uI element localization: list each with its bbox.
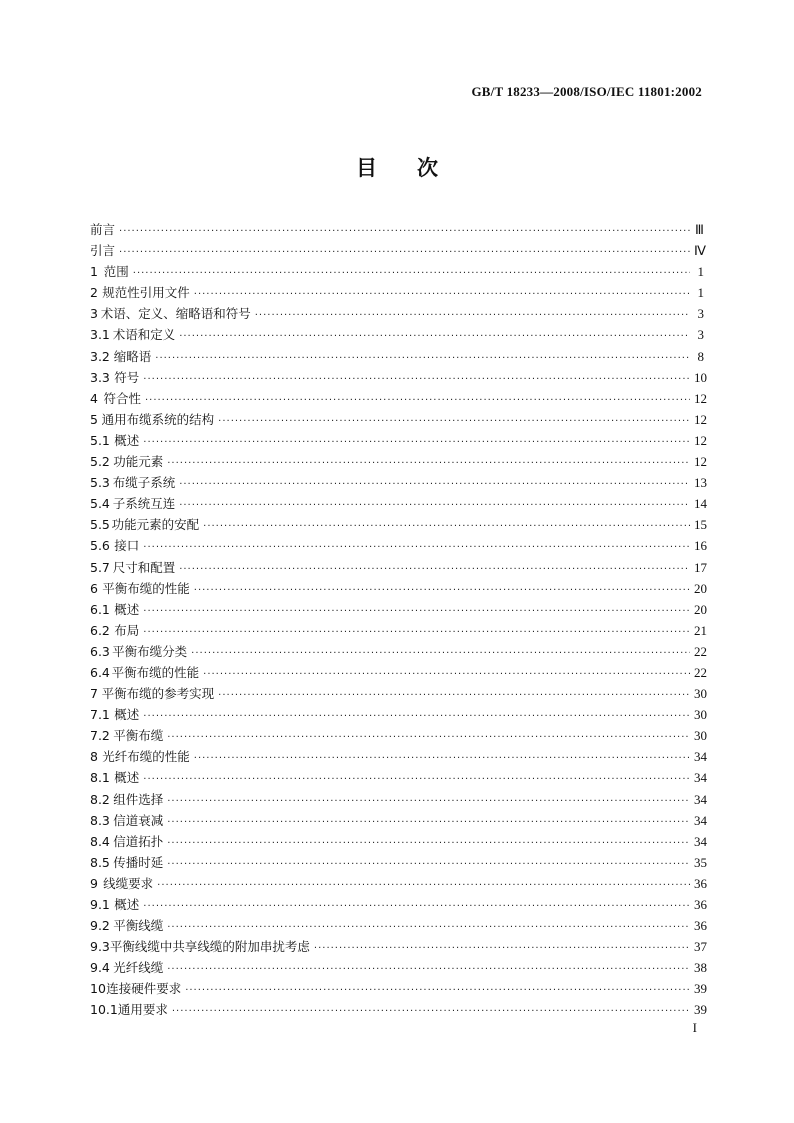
- toc-entry-label: 平衡布缆的参考实现: [101, 686, 215, 702]
- toc-entry-page: 39: [694, 1002, 707, 1018]
- toc-title: [0, 152, 794, 182]
- toc-leader-dots: [191, 643, 690, 664]
- toc-entry-label: 光纤布缆的性能: [102, 749, 190, 765]
- toc-leader-dots: [155, 348, 690, 369]
- toc-entry[interactable]: [90, 578, 707, 599]
- toc-entry-page: 1: [697, 264, 704, 280]
- toc-entry-number: 6.3: [90, 643, 110, 659]
- toc-entry-number: 7.2: [90, 728, 110, 744]
- toc-entry-label: 子系统互连: [112, 496, 176, 512]
- toc-entry-label: 符号: [114, 369, 140, 385]
- toc-entry[interactable]: [90, 894, 707, 915]
- toc-entry-page: 34: [694, 791, 707, 807]
- toc-entry-page: 35: [694, 854, 707, 870]
- toc-entry-number: 5.1: [90, 432, 110, 448]
- toc-entry-page: 36: [694, 918, 707, 934]
- toc-entry-number: 9: [90, 875, 98, 891]
- toc-entry-number: 5.6: [90, 538, 110, 554]
- toc-entry-number: 3.3: [90, 369, 110, 385]
- toc-entry-page: Ⅲ: [695, 222, 704, 237]
- toc-entry-page: 37: [694, 939, 707, 955]
- toc-entry-label: 功能元素: [113, 454, 164, 470]
- toc-entry[interactable]: [90, 704, 707, 725]
- toc-entry[interactable]: [90, 324, 704, 345]
- toc-entry[interactable]: [90, 388, 707, 409]
- toc-leader-dots: [179, 474, 690, 495]
- standard-code-header: GB/T 18233—2008/ISO/IEC 11801:2002: [471, 84, 702, 99]
- toc-entry-number: 7.1: [90, 707, 110, 723]
- toc-entry-number: 6: [90, 580, 98, 596]
- toc-entry-page: 34: [694, 833, 707, 849]
- toc-entry[interactable]: [90, 535, 707, 556]
- toc-entry-label: 布缆子系统: [112, 475, 176, 491]
- toc-entry-page: 36: [694, 875, 707, 891]
- toc-entry-page: 3: [697, 306, 704, 322]
- toc-entry[interactable]: [90, 789, 707, 810]
- toc-entry-number: 5.5: [90, 517, 110, 533]
- toc-entry-number: 8: [90, 749, 98, 765]
- toc-leader-dots: [179, 495, 690, 516]
- toc-entry[interactable]: [90, 873, 707, 894]
- toc-entry-number: 6.2: [90, 622, 110, 638]
- toc-entry[interactable]: [90, 346, 704, 367]
- toc-entry-page: 30: [694, 686, 707, 702]
- toc-entry-page: 34: [694, 749, 707, 765]
- toc-entry-number: 9.4: [90, 960, 110, 976]
- toc-entry-page: 1: [697, 285, 704, 301]
- toc-entry-number: 5.4: [90, 496, 110, 512]
- toc-entry-label: 术语和定义: [112, 327, 176, 343]
- toc-leader-dots: [167, 727, 690, 748]
- toc-leader-dots: [119, 221, 690, 242]
- toc-leader-dots: [218, 685, 690, 706]
- toc-entry[interactable]: [90, 683, 707, 704]
- toc-entry-page: 22: [694, 643, 707, 659]
- toc-entry-number: 10: [90, 981, 106, 997]
- toc-entry-label: 功能元素的安配: [111, 517, 200, 533]
- toc-entry-label: 规范性引用文件: [102, 285, 190, 301]
- toc-leader-dots: [167, 959, 690, 980]
- toc-leader-dots: [143, 537, 690, 558]
- toc-entry-number: 6.1: [90, 601, 110, 617]
- toc-entry-number: 1: [90, 264, 98, 280]
- toc-leader-dots: [203, 664, 690, 685]
- toc-entry[interactable]: [90, 409, 707, 430]
- toc-leader-dots: [179, 559, 690, 580]
- toc-entry-page: 15: [694, 517, 707, 533]
- toc-entry-number: 5.2: [90, 454, 110, 470]
- toc-entry-label: 缩略语: [113, 348, 152, 364]
- toc-entry-page: 21: [694, 622, 707, 638]
- toc-entry-label: 前言: [90, 222, 116, 237]
- toc-entry-number: 2: [90, 285, 98, 301]
- toc-entry-page: 22: [694, 664, 707, 680]
- toc-title-part2: 次: [417, 156, 438, 180]
- toc-entry-label: 范围: [103, 264, 129, 280]
- toc-entry[interactable]: [90, 557, 707, 578]
- toc-entry[interactable]: [90, 767, 707, 788]
- toc-entry-number: 10.1: [90, 1002, 118, 1018]
- toc-entry-label: 概述: [114, 707, 140, 723]
- toc-entry-label: 平衡布缆: [113, 728, 164, 744]
- toc-entry-label: 线缆要求: [103, 875, 154, 891]
- toc-entry[interactable]: [90, 451, 707, 472]
- toc-entry-label: 引言: [90, 243, 116, 259]
- toc-leader-dots: [194, 580, 690, 601]
- toc-leader-dots: [167, 791, 690, 812]
- toc-entry-number: 8.4: [90, 833, 110, 849]
- toc-entry[interactable]: [90, 746, 707, 767]
- toc-leader-dots: [143, 369, 690, 390]
- toc-entry-label: 光纤线缆: [113, 960, 164, 976]
- toc-entry-number: 6.4: [90, 664, 110, 680]
- toc-leader-dots: [133, 263, 690, 284]
- toc-entry-page: 12: [694, 432, 707, 448]
- toc-leader-dots: [167, 453, 690, 474]
- toc-entry-page: 8: [697, 348, 704, 364]
- toc-entry-page: 17: [694, 559, 707, 575]
- toc-leader-dots: [143, 432, 690, 453]
- toc-entry[interactable]: [90, 240, 704, 261]
- toc-entry[interactable]: [90, 472, 707, 493]
- toc-entry[interactable]: [90, 514, 707, 535]
- toc-entry[interactable]: [90, 219, 704, 240]
- toc-title-part1: 目: [356, 156, 377, 180]
- toc-entry[interactable]: [90, 852, 707, 873]
- toc-entry[interactable]: [90, 662, 707, 683]
- toc-entry-label: 通用布缆系统的结构: [101, 411, 215, 427]
- toc-entry-number: 9.1: [90, 897, 110, 912]
- toc-entry-page: Ⅳ: [694, 243, 706, 259]
- toc-entry-label: 符合性: [103, 390, 141, 406]
- toc-entry-number: 8.2: [90, 791, 110, 807]
- toc-entry-number: 4: [90, 390, 98, 406]
- toc-entry-page: 38: [694, 960, 707, 976]
- toc-leader-dots: [167, 917, 690, 938]
- toc-entry-label: 传播时延: [113, 854, 164, 870]
- toc-entry[interactable]: [90, 915, 707, 936]
- toc-entry[interactable]: [90, 303, 704, 324]
- toc-leader-dots: [143, 769, 690, 790]
- toc-entry-page: 30: [694, 707, 707, 723]
- toc-entry[interactable]: [90, 367, 707, 388]
- toc-entry[interactable]: [90, 957, 707, 978]
- page-number: I: [692, 1020, 697, 1035]
- toc-entry[interactable]: [90, 620, 707, 641]
- toc-entry-page: 10: [694, 369, 707, 385]
- toc-entry-label: 信道衰减: [113, 812, 164, 828]
- toc-entry-label: 术语、定义、缩略语和符号: [100, 306, 251, 322]
- toc-entry[interactable]: [90, 282, 704, 303]
- toc-entry-page: 12: [694, 390, 707, 406]
- toc-leader-dots: [179, 326, 690, 347]
- toc-entry-number: 7: [90, 686, 98, 702]
- toc-entry[interactable]: [90, 599, 707, 620]
- toc-entry-page: 30: [694, 728, 707, 744]
- toc-entry[interactable]: [90, 810, 707, 831]
- toc-leader-dots: [203, 516, 690, 537]
- table-of-contents: [90, 219, 707, 1021]
- toc-entry-page: 13: [694, 475, 707, 491]
- toc-entry-label: 尺寸和配置: [112, 559, 176, 575]
- toc-entry-label: 通用要求: [117, 1002, 168, 1018]
- toc-entry-label: 概述: [114, 432, 140, 448]
- toc-leader-dots: [167, 812, 690, 833]
- toc-entry[interactable]: [90, 725, 707, 746]
- toc-entry-label: 概述: [114, 601, 140, 617]
- toc-leader-dots: [218, 411, 690, 432]
- toc-entry-label: 组件选择: [113, 791, 164, 807]
- toc-entry[interactable]: [90, 261, 704, 282]
- toc-entry-label: 接口: [114, 538, 140, 554]
- toc-entry[interactable]: [90, 493, 707, 514]
- toc-entry-number: 9.3: [90, 939, 110, 955]
- toc-entry-label: 布局: [114, 622, 140, 638]
- toc-entry-page: 3: [697, 327, 704, 343]
- toc-entry-number: 3.1: [90, 327, 110, 343]
- toc-leader-dots: [167, 833, 690, 854]
- toc-entry[interactable]: [90, 430, 707, 451]
- toc-leader-dots: [194, 748, 690, 769]
- toc-leader-dots: [143, 622, 690, 643]
- toc-entry-label: 连接硬件要求: [106, 981, 182, 997]
- toc-leader-dots: [157, 875, 690, 896]
- toc-leader-dots: [119, 242, 690, 263]
- toc-entry-label: 平衡线缆: [113, 918, 164, 934]
- toc-entry-page: 20: [694, 580, 707, 596]
- toc-entry-number: 8.5: [90, 854, 110, 870]
- toc-entry-page: 34: [694, 812, 707, 828]
- toc-entry-number: 5.7: [90, 559, 110, 575]
- toc-entry-number: 8.1: [90, 770, 110, 786]
- toc-entry-page: 20: [694, 601, 707, 617]
- toc-entry-number: 8.3: [90, 812, 110, 828]
- toc-entry-number: 5.3: [90, 475, 110, 491]
- toc-entry-label: 平衡布缆分类: [112, 643, 188, 659]
- toc-entry-page: 12: [694, 411, 707, 427]
- toc-entry-page: 34: [694, 770, 707, 786]
- toc-entry-label: 平衡布缆的性能: [111, 664, 200, 680]
- toc-leader-dots: [143, 601, 690, 622]
- toc-entry-number: 5: [90, 411, 98, 427]
- toc-entry-label: 信道拓扑: [113, 833, 164, 849]
- toc-entry-number: 9.2: [90, 918, 110, 934]
- toc-entry-number: 3.2: [90, 348, 110, 364]
- toc-leader-dots: [143, 706, 690, 727]
- toc-leader-dots: [314, 938, 690, 959]
- toc-entry-label: 平衡布缆的性能: [102, 580, 190, 596]
- toc-leader-dots: [145, 390, 690, 411]
- toc-leader-dots: [172, 1001, 690, 1022]
- toc-entry-label: 概述: [114, 770, 140, 786]
- toc-entry-page: 39: [694, 981, 707, 997]
- toc-entry-page: 36: [694, 897, 707, 912]
- toc-entry[interactable]: [90, 999, 707, 1020]
- toc-leader-dots: [167, 854, 690, 875]
- toc-entry[interactable]: [90, 641, 707, 662]
- toc-entry-page: 12: [694, 454, 707, 470]
- toc-entry-label: 概述: [114, 897, 140, 912]
- toc-entry-page: 14: [694, 496, 707, 512]
- toc-leader-dots: [185, 980, 690, 1001]
- toc-entry[interactable]: [90, 978, 707, 999]
- toc-leader-dots: [194, 284, 690, 305]
- toc-entry[interactable]: [90, 831, 707, 852]
- toc-entry[interactable]: [90, 936, 707, 957]
- toc-entry-label: 平衡线缆中共享线缆的附加串扰考虑: [109, 939, 310, 955]
- toc-entry-page: 16: [694, 538, 707, 554]
- toc-entry-number: 3: [90, 306, 98, 322]
- toc-leader-dots: [143, 896, 690, 917]
- toc-leader-dots: [255, 305, 690, 326]
